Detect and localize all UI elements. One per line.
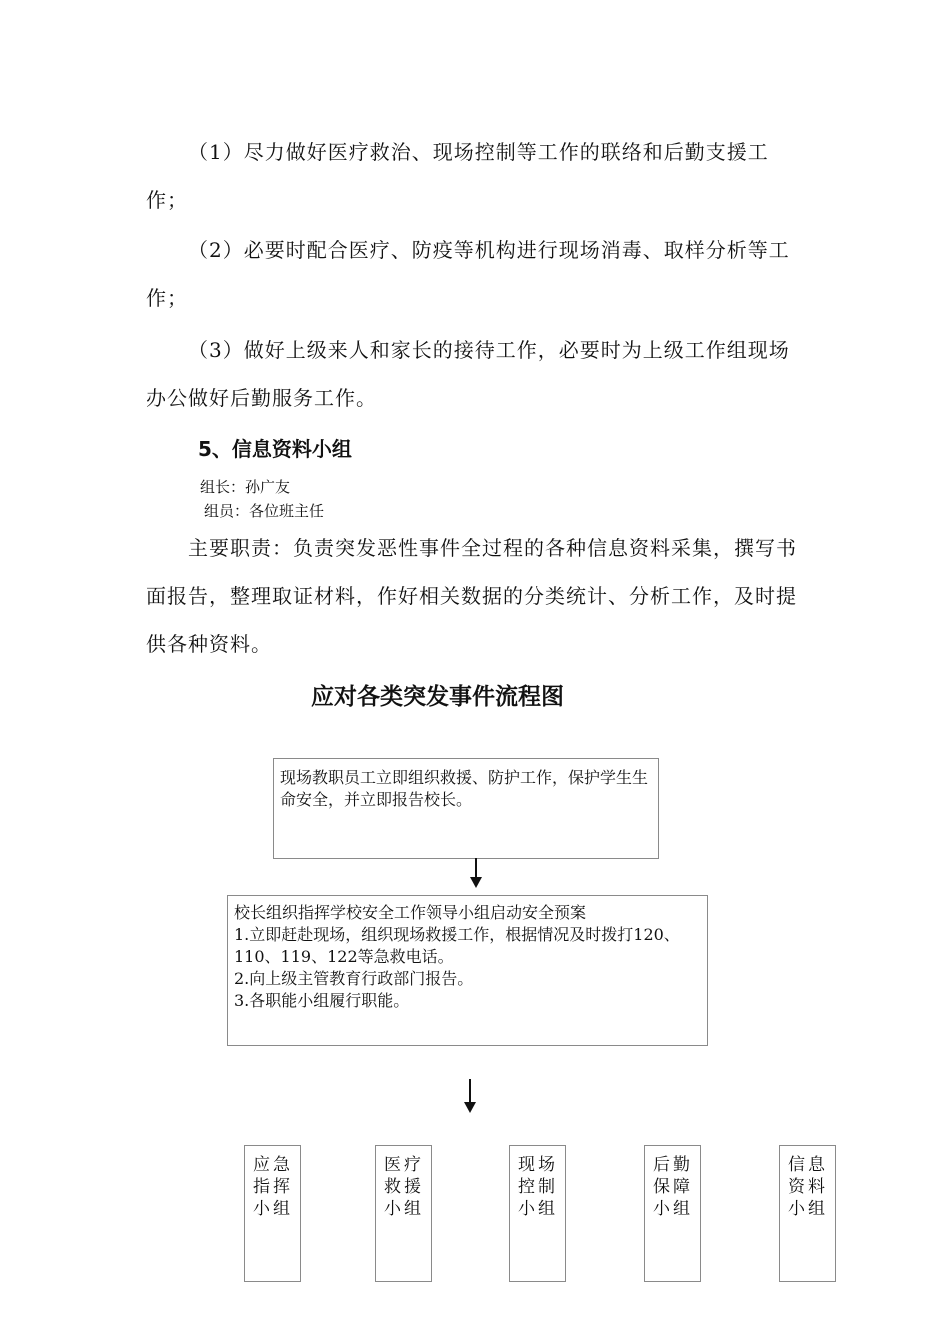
group-label-line: 现场 [518, 1155, 558, 1175]
group-label-line: 小组 [518, 1199, 558, 1219]
group-label-line: 控制 [518, 1177, 558, 1197]
group-leader: 组长：孙广友 [200, 478, 291, 496]
group-label-line: 医疗 [384, 1155, 424, 1175]
flow-step-2 [227, 895, 708, 1046]
flow-step-2-item: 1.立即赶赴现场，组织现场救援工作，根据情况及时拨打120、110、119、122等急救电话。 [234, 925, 680, 966]
paragraph-1: （1）尽力做好医疗救治、现场控制等工作的联络和后勤支援工作； [146, 140, 769, 212]
group-label-line: 小组 [788, 1199, 828, 1219]
flow-step-2-title: 校长组织指挥学校安全工作领导小组启动安全预案 [234, 903, 587, 922]
group-information [779, 1145, 836, 1282]
paragraph-2: （2）必要时配合医疗、防疫等机构进行现场消毒、取样分析等工作； [146, 238, 790, 310]
group-site-control [509, 1145, 566, 1282]
duty-paragraph: 主要职责：负责突发恶性事件全过程的各种信息资料采集，撰写书面报告，整理取证材料，作好相关数据的分类统计、分析工作，及时提供各种资料。 [146, 536, 797, 656]
flow-step-1: 现场教职员工立即组织救援、防护工作，保护学生生命安全，并立即报告校长。 [273, 758, 659, 859]
group-label-line: 资料 [788, 1177, 828, 1197]
group-members: 组员：各位班主任 [204, 502, 325, 520]
arrow-down-icon [475, 858, 477, 878]
flow-step-2-item: 2.向上级主管教育行政部门报告。 [234, 969, 474, 988]
section-heading: 5、信息资料小组 [198, 437, 352, 461]
group-emergency-command [244, 1145, 301, 1282]
group-label-line: 信息 [788, 1155, 828, 1175]
group-logistics [644, 1145, 701, 1282]
flow-step-2-item: 3.各职能小组履行职能。 [234, 991, 410, 1010]
arrow-down-icon [469, 1079, 471, 1103]
group-label-line: 保障 [653, 1177, 693, 1197]
group-label-line: 救援 [384, 1177, 424, 1197]
group-label-line: 小组 [384, 1199, 424, 1219]
group-label-line: 指挥 [253, 1177, 293, 1197]
group-label-line: 小组 [653, 1199, 693, 1219]
group-label-line: 应急 [253, 1155, 293, 1175]
group-label-line: 小组 [253, 1199, 293, 1219]
group-label-line: 后勤 [653, 1155, 693, 1175]
paragraph-3: （3）做好上级来人和家长的接待工作，必要时为上级工作组现场办公做好后勤服务工作。 [146, 338, 790, 410]
group-medical-rescue [375, 1145, 432, 1282]
flowchart-title: 应对各类突发事件流程图 [311, 684, 564, 710]
